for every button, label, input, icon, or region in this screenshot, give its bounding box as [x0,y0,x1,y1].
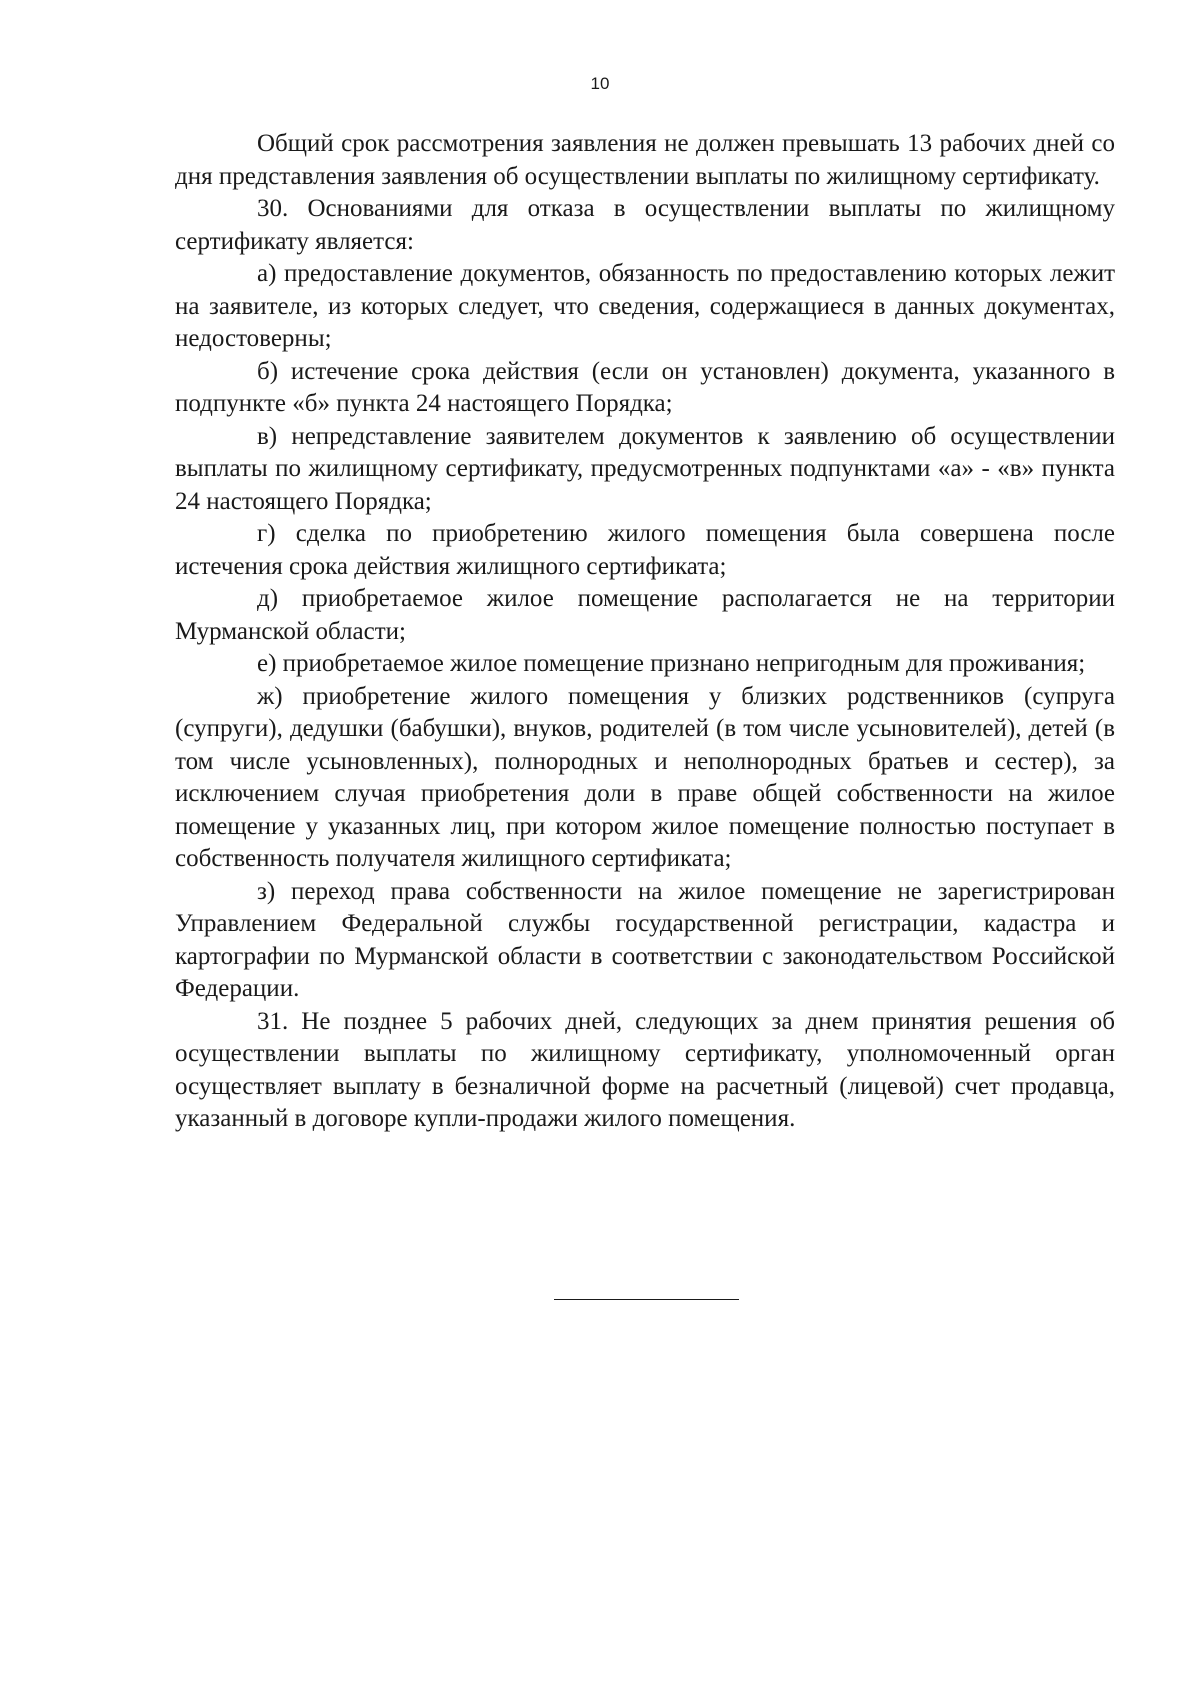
paragraph-31-payment: 31. Не позднее 5 рабочих дней, следующих за днем принятия решения об осуществлении выплаты по жилищному сертификату, уполномоченный орган осуществляет выплату в безналичной форме на расчетный (лицевой) счет продавца, указанный в договоре купли-продажи жилого помещения. [175,1007,1115,1132]
list-item-a: а) предоставление документов, обязанность по предоставлению которых лежит на заявителе, из которых следует, что сведения, содержащиеся в данных документах, недостоверны; [175,260,1115,352]
list-item-v: в) непредставление заявителем документов к заявлению об осуществлении выплаты по жилищному сертификату, предусмотренных подпунктами «а» - «в» пункта 24 настоящего Порядка; [175,422,1115,515]
document-body [175,128,1115,1136]
paragraph-total-review-period: Общий срок рассмотрения заявления не должен превышать 13 рабочих дней со дня представления заявления об осуществлении выплаты по жилищному сертификату. [175,130,1115,190]
list-item-zh: ж) приобретение жилого помещения у близких родственников (супруга (супруги), дедушки (бабушки), внуков, родителей (в том числе усыновителей), детей (в том числе усыновленных), полнородных и неполнородных братьев и сестер), за исключением случая приобретения доли в праве общей собственности на жилое помещение у указанных лиц, при котором жилое помещение полностью поступает в собственность получателя жилищного сертификата; [175,682,1115,872]
page-number: 10 [590,74,610,93]
list-item-d: д) приобретаемое жилое помещение располагается не на территории Мурманской области; [175,585,1115,645]
paragraph-30-refusal-grounds: 30. Основаниями для отказа в осуществлении выплаты по жилищному сертификату является: [175,195,1115,255]
list-item-z: з) переход права собственности на жилое помещение не зарегистрирован Управлением Федеральной службы государственной регистрации, кадастра и картографии по Мурманской области в соответствии с законодательством Российской Федерации. [175,877,1115,1002]
list-item-e: е) приобретаемое жилое помещение признано непригодным для проживания; [257,650,1086,677]
list-item-b: б) истечение срока действия (если он установлен) документа, указанного в подпункте «б» пункта 24 настоящего Порядка; [175,357,1115,417]
end-separator-line [554,1299,739,1300]
list-item-g: г) сделка по приобретению жилого помещения была совершена после истечения срока действия жилищного сертификата; [175,520,1115,580]
